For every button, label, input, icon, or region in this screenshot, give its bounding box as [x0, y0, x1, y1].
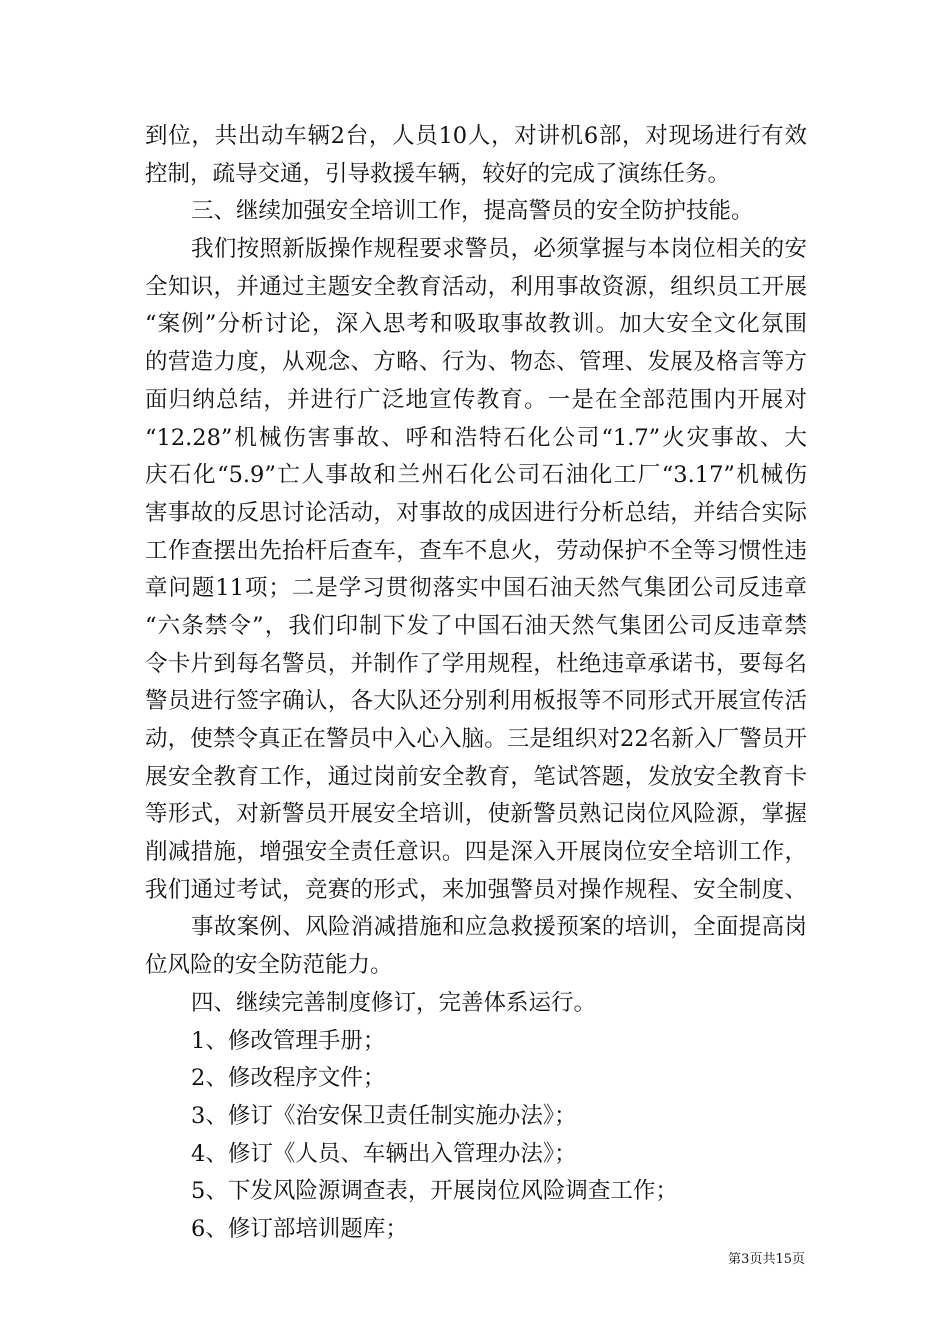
text-line: 警员进行签字确认，各大队还分别利用板报等不同形式开展宣传活: [145, 688, 807, 715]
text-line: 全知识，并通过主题安全教育活动，利用事故资源，组织员工开展: [145, 273, 807, 300]
text-line: 的营造力度，从观念、方略、行为、物态、管理、发展及格言等方: [145, 349, 807, 376]
text-line: 展安全教育工作，通过岗前安全教育，笔试答题，发放安全教育卡: [145, 763, 807, 790]
text-line: “六条禁令”，我们印制下发了中国石油天然气集团公司反违章禁: [145, 612, 807, 639]
text-line: “12.28”机械伤害事故、呼和浩特石化公司“1.7”火灾事故、大: [145, 424, 807, 451]
text-line: 我们按照新版操作规程要求警员，必须掌握与本岗位相关的安: [191, 236, 807, 263]
text-line: 到位，共出动车辆2台，人员10人，对讲机6部，对现场进行有效: [145, 123, 807, 149]
text-line: 5、下发风险源调查表，开展岗位风险调查工作；: [191, 1178, 678, 1205]
text-line: “案例”分析讨论，深入思考和吸取事故教训。加大安全文化氛围: [145, 311, 807, 338]
text-line: 2、修改程序文件；: [191, 1065, 386, 1092]
text-line: 4、修订《人员、车辆出入管理办法》；: [191, 1140, 577, 1167]
text-line: 削减措施，增强安全责任意识。四是深入开展岗位安全培训工作，: [145, 839, 807, 866]
text-line: 6、修订部培训题库；: [191, 1215, 408, 1242]
text-line: 害事故的反思讨论活动，对事故的成因进行分析总结，并结合实际: [145, 499, 807, 526]
text-line: 工作查摆出先抬杆后查车，查车不息火，劳动保护不全等习惯性违: [145, 537, 807, 564]
text-line: 四、继续完善制度修订，完善体系运行。: [191, 989, 597, 1016]
text-line: 事故案例、风险消减措施和应急救援预案的培训，全面提高岗: [191, 914, 807, 941]
text-line: 章问题11项；二是学习贯彻落实中国石油天然气集团公司反违章: [145, 575, 807, 602]
text-line: 动，使禁令真正在警员中入心入脑。三是组织对22名新入厂警员开: [145, 726, 807, 752]
text-line: 我们通过考试，竞赛的形式，来加强警员对操作规程、安全制度、: [145, 876, 807, 903]
text-line: 3、修订《治安保卫责任制实施办法》；: [191, 1102, 577, 1129]
text-line: 令卡片到每名警员，并制作了学用规程，杜绝违章承诺书，要每名: [145, 650, 807, 677]
document-body: [145, 118, 807, 1249]
text-line: 位风险的安全防范能力。: [145, 952, 393, 979]
text-line: 面归纳总结，并进行广泛地宣传教育。一是在全部范围内开展对: [145, 386, 807, 413]
text-line: 等形式，对新警员开展安全培训，使新警员熟记岗位风险源，掌握: [145, 801, 807, 828]
page-number-footer: 第3页共15页: [728, 1252, 805, 1267]
text-line: 1、修改管理手册；: [191, 1027, 386, 1054]
text-line: 庆石化“5.9”亡人事故和兰州石化公司石油化工厂“3.17”机械伤: [145, 462, 807, 489]
text-line: 控制，疏导交通，引导救援车辆，较好的完成了演练任务。: [145, 160, 731, 187]
text-line: 三、继续加强安全培训工作，提高警员的安全防护技能。: [191, 198, 754, 225]
